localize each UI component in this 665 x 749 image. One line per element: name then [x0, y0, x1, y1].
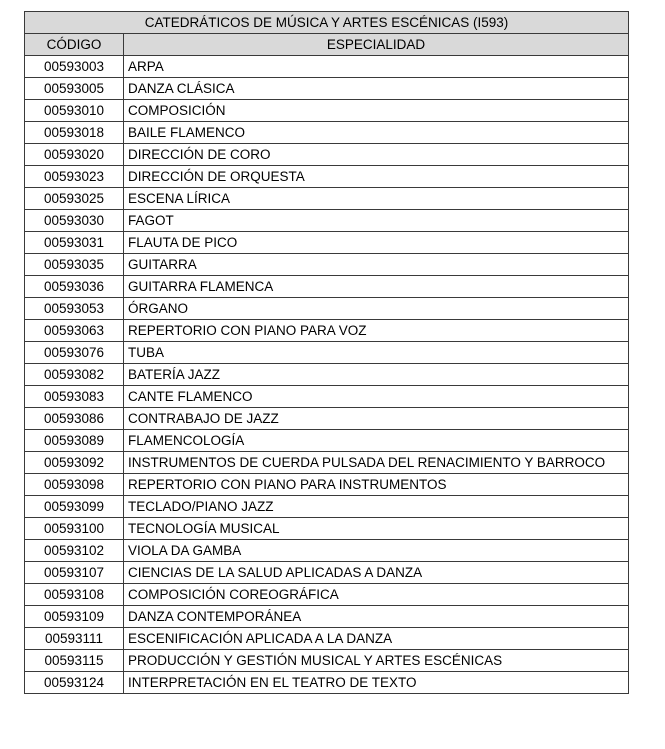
specialty-cell: VIOLA DA GAMBA — [124, 540, 629, 562]
specialty-cell: TECNOLOGÍA MUSICAL — [124, 518, 629, 540]
table-row — [25, 408, 629, 430]
table-row — [25, 672, 629, 694]
table-row — [25, 254, 629, 276]
table-row — [25, 320, 629, 342]
code-cell: 00593099 — [25, 496, 124, 518]
specialty-cell: ARPA — [124, 56, 629, 78]
code-cell: 00593036 — [25, 276, 124, 298]
table-row — [25, 452, 629, 474]
table-header-row — [25, 34, 629, 56]
table-body — [25, 56, 629, 694]
code-cell: 00593005 — [25, 78, 124, 100]
specialty-cell: COMPOSICIÓN COREOGRÁFICA — [124, 584, 629, 606]
table-row — [25, 188, 629, 210]
code-cell: 00593089 — [25, 430, 124, 452]
table-row — [25, 276, 629, 298]
code-cell: 00593023 — [25, 166, 124, 188]
header-specialty: ESPECIALIDAD — [124, 34, 629, 56]
table-row — [25, 606, 629, 628]
table-row — [25, 122, 629, 144]
code-cell: 00593010 — [25, 100, 124, 122]
specialty-cell: FAGOT — [124, 210, 629, 232]
table-row — [25, 144, 629, 166]
code-cell: 00593003 — [25, 56, 124, 78]
specialty-cell: ESCENA LÍRICA — [124, 188, 629, 210]
code-cell: 00593108 — [25, 584, 124, 606]
table-title-row — [25, 12, 629, 34]
specialty-cell: GUITARRA — [124, 254, 629, 276]
specialty-cell: DIRECCIÓN DE CORO — [124, 144, 629, 166]
specialty-cell: ÓRGANO — [124, 298, 629, 320]
code-cell: 00593076 — [25, 342, 124, 364]
code-cell: 00593035 — [25, 254, 124, 276]
specialty-cell: DANZA CONTEMPORÁNEA — [124, 606, 629, 628]
table-row — [25, 386, 629, 408]
specialty-cell: GUITARRA FLAMENCA — [124, 276, 629, 298]
table-row — [25, 210, 629, 232]
code-cell: 00593107 — [25, 562, 124, 584]
code-cell: 00593086 — [25, 408, 124, 430]
code-cell: 00593082 — [25, 364, 124, 386]
table-title: CATEDRÁTICOS DE MÚSICA Y ARTES ESCÉNICAS (I593) — [25, 12, 629, 34]
specialty-cell: REPERTORIO CON PIANO PARA VOZ — [124, 320, 629, 342]
code-cell: 00593020 — [25, 144, 124, 166]
table-row — [25, 298, 629, 320]
code-cell: 00593030 — [25, 210, 124, 232]
specialty-cell: BAILE FLAMENCO — [124, 122, 629, 144]
table-row — [25, 232, 629, 254]
specialty-cell: INSTRUMENTOS DE CUERDA PULSADA DEL RENACIMIENTO Y BARROCO — [124, 452, 629, 474]
code-cell: 00593025 — [25, 188, 124, 210]
code-cell: 00593053 — [25, 298, 124, 320]
specialty-cell: DIRECCIÓN DE ORQUESTA — [124, 166, 629, 188]
code-cell: 00593031 — [25, 232, 124, 254]
table-row — [25, 628, 629, 650]
specialty-cell: INTERPRETACIÓN EN EL TEATRO DE TEXTO — [124, 672, 629, 694]
code-cell: 00593018 — [25, 122, 124, 144]
table-row — [25, 496, 629, 518]
table-row — [25, 518, 629, 540]
code-cell: 00593109 — [25, 606, 124, 628]
specialty-cell: REPERTORIO CON PIANO PARA INSTRUMENTOS — [124, 474, 629, 496]
specialty-cell: PRODUCCIÓN Y GESTIÓN MUSICAL Y ARTES ESCÉNICAS — [124, 650, 629, 672]
code-cell: 00593083 — [25, 386, 124, 408]
table-row — [25, 100, 629, 122]
specialty-cell: TUBA — [124, 342, 629, 364]
specialty-cell: FLAMENCOLOGÍA — [124, 430, 629, 452]
header-code: CÓDIGO — [25, 34, 124, 56]
specialty-cell: CANTE FLAMENCO — [124, 386, 629, 408]
table-row — [25, 56, 629, 78]
specialty-cell: TECLADO/PIANO JAZZ — [124, 496, 629, 518]
code-cell: 00593111 — [25, 628, 124, 650]
code-cell: 00593102 — [25, 540, 124, 562]
specialty-cell: CONTRABAJO DE JAZZ — [124, 408, 629, 430]
table-row — [25, 78, 629, 100]
table-row — [25, 342, 629, 364]
table-row — [25, 540, 629, 562]
code-cell: 00593100 — [25, 518, 124, 540]
specialty-cell: COMPOSICIÓN — [124, 100, 629, 122]
code-cell: 00593124 — [25, 672, 124, 694]
specialty-cell: ESCENIFICACIÓN APLICADA A LA DANZA — [124, 628, 629, 650]
specialty-cell: DANZA CLÁSICA — [124, 78, 629, 100]
code-cell: 00593063 — [25, 320, 124, 342]
table-row — [25, 430, 629, 452]
table-row — [25, 166, 629, 188]
specialty-cell: CIENCIAS DE LA SALUD APLICADAS A DANZA — [124, 562, 629, 584]
code-cell: 00593098 — [25, 474, 124, 496]
table-row — [25, 584, 629, 606]
code-cell: 00593115 — [25, 650, 124, 672]
code-cell: 00593092 — [25, 452, 124, 474]
table-row — [25, 650, 629, 672]
specialties-table — [24, 11, 629, 694]
table-row — [25, 474, 629, 496]
specialty-cell: FLAUTA DE PICO — [124, 232, 629, 254]
table-row — [25, 364, 629, 386]
specialty-cell: BATERÍA JAZZ — [124, 364, 629, 386]
table-row — [25, 562, 629, 584]
